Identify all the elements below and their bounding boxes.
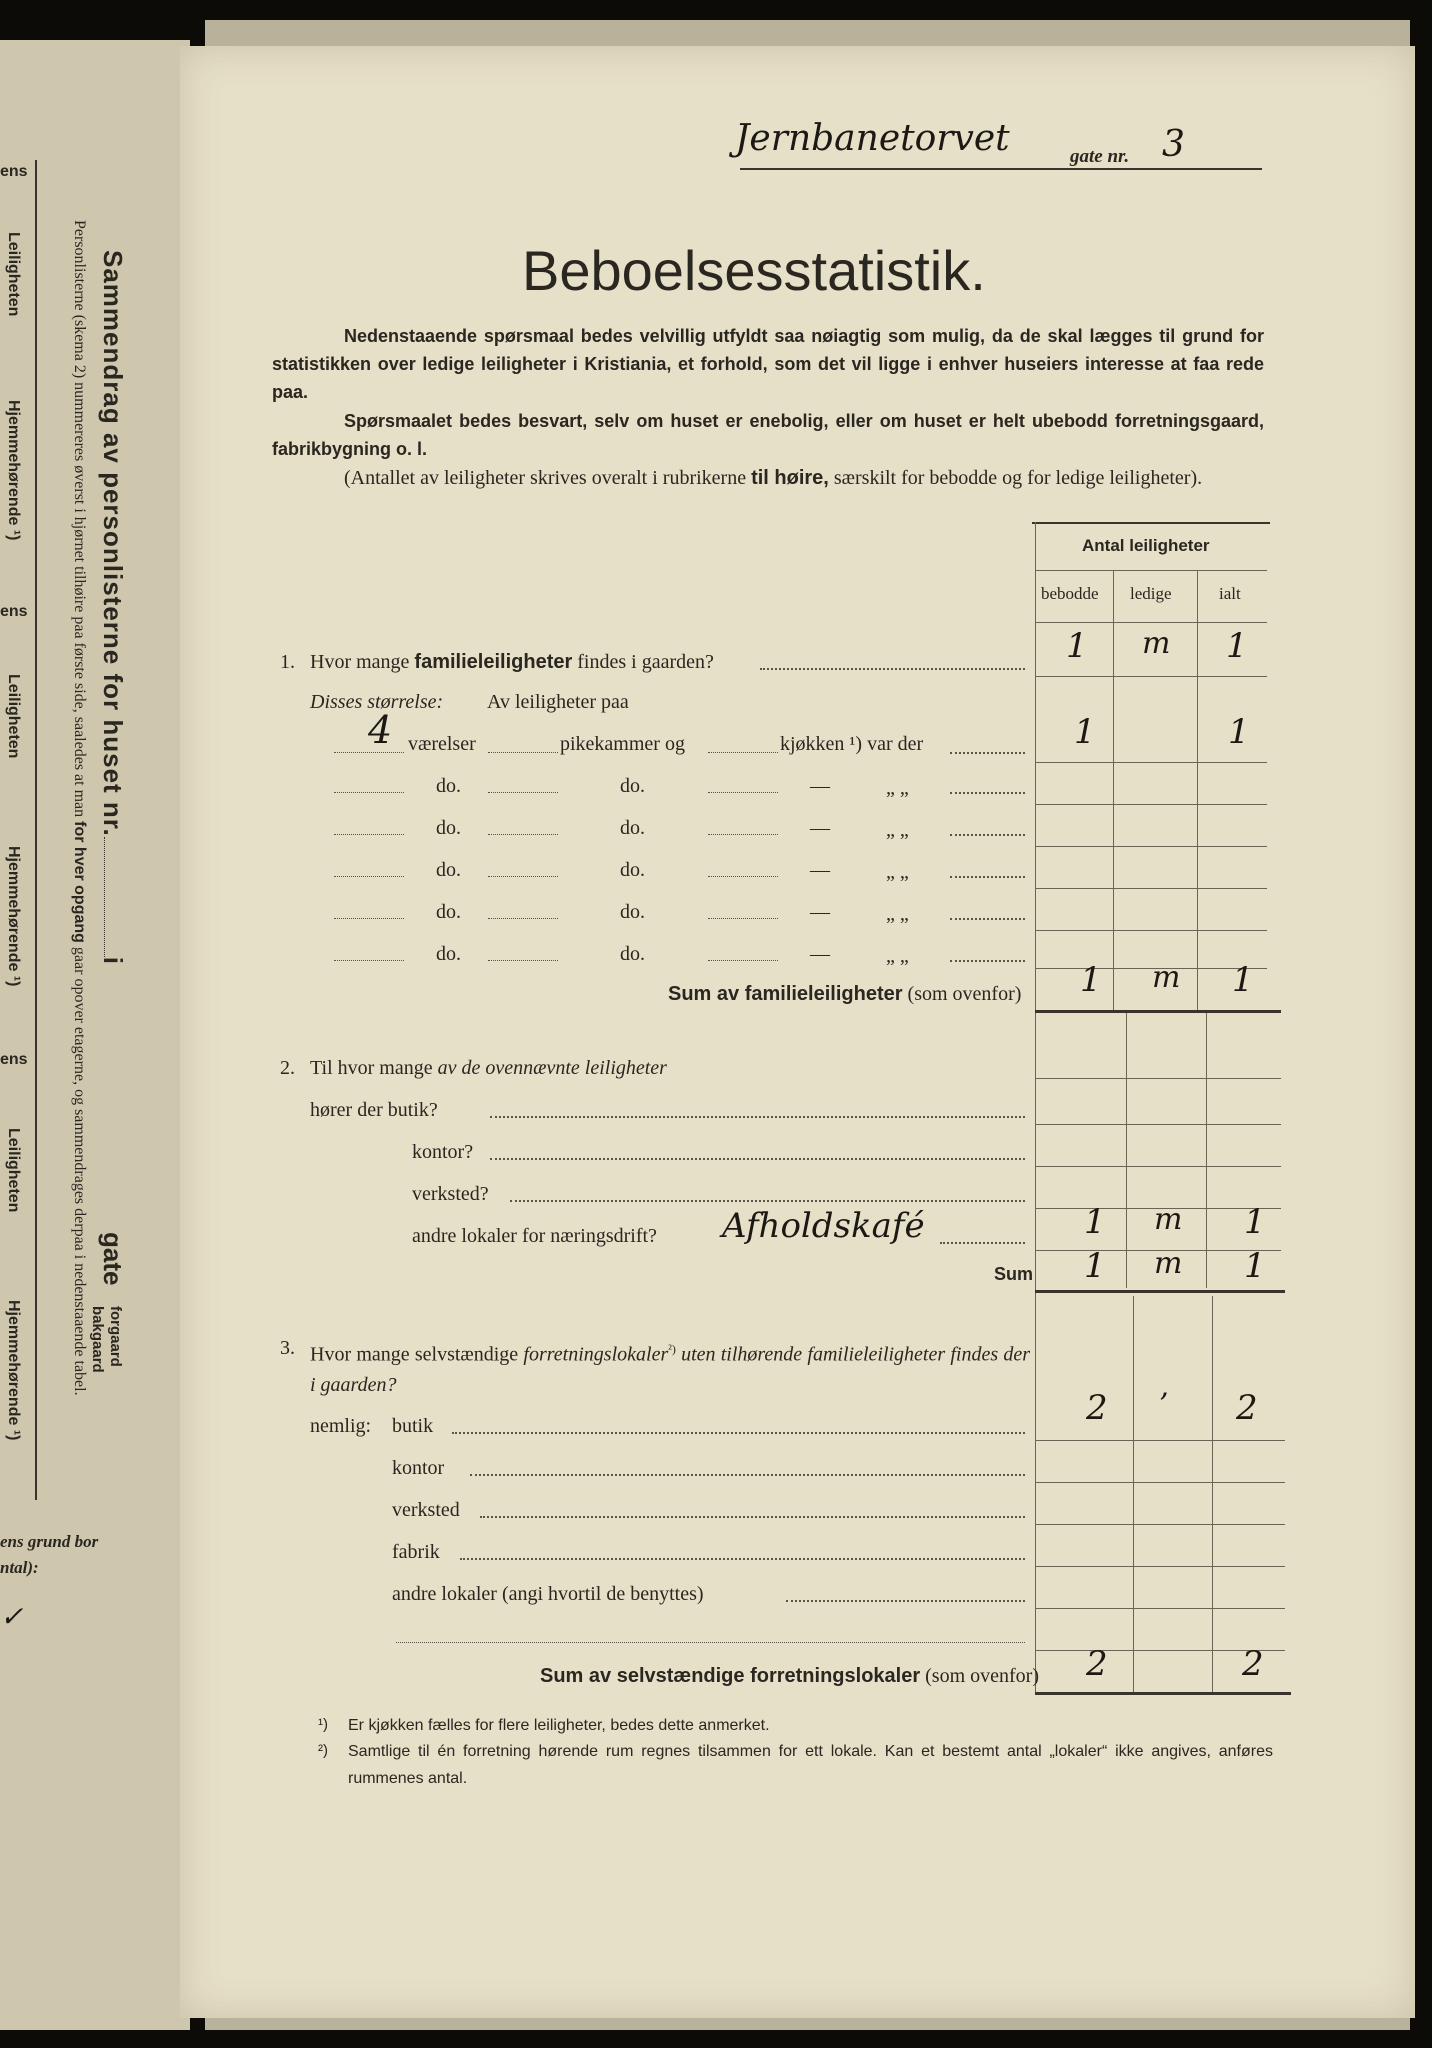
- q2-butik: hører der butik?: [310, 1099, 438, 1121]
- table-header-group: Antal leiligheter: [1082, 536, 1210, 555]
- q3-rule: [1035, 1608, 1285, 1609]
- q3-sum-ialt: 2: [1242, 1644, 1264, 1684]
- col-divider: [1197, 570, 1198, 1010]
- q2-andre-ledige: m: [1154, 1202, 1183, 1237]
- street-handwritten: Jernbanetorvet: [735, 118, 1010, 159]
- q3-sum-bebodde: 2: [1086, 1644, 1108, 1684]
- margin-col-label: Hjemmehørende ¹): [5, 846, 22, 987]
- pikekammer-label: pikekammer og: [560, 733, 685, 755]
- q2-question: Til hvor mange av de ovennævnte leiligheter: [310, 1057, 667, 1079]
- margin-border: [35, 160, 37, 1500]
- q3-verksted: verksted: [392, 1499, 460, 1521]
- margin-handwriting: ✓: [0, 1600, 24, 1633]
- intro-paragraph-1: Nedenstaaende spørsmaal bedes velvillig utfyldt saa nøiagtig som mulig, da de skal lægges til grund for statistikken over ledige leiligheter i Kristiania, et forhold, som det vil ligge i enhver huseiers interesse at faa rede paa.: [272, 326, 1264, 402]
- intro-paragraph-3: (Antallet av leiligheter skrives overalt i rubrikerne til høire, særskilt for bebodde og for ledige leiligheter).: [344, 467, 1203, 489]
- margin-bottom-text: ens grund bor: [0, 1532, 99, 1551]
- margin-instructions: Personlisterne (skema 2) nummereres øverst i hjørnet tilhøire paa første side, saaledes at man for hver opgang gaar opover etagerne, og sammendrages derpaa i nedenstaaende tabel.: [71, 220, 88, 1396]
- q2-rule: [1035, 1166, 1281, 1167]
- q2-andre-bebodde: 1: [1084, 1202, 1106, 1242]
- margin-bottom-text: ntal):: [0, 1558, 39, 1577]
- q1-answer-ialt: 1: [1226, 626, 1248, 666]
- q2-andre-ialt: 1: [1244, 1202, 1266, 1242]
- q3-leader: [480, 1516, 1025, 1518]
- q3-kontor: kontor: [392, 1457, 445, 1479]
- q2-kontor: kontor?: [412, 1141, 474, 1163]
- margin-col-label: ens: [0, 163, 28, 180]
- margin-col-label: Leiligheten: [5, 674, 22, 759]
- q2-andre-handwritten: Afholdskafé: [722, 1206, 925, 1246]
- row1-bebodde: 1: [1074, 712, 1096, 752]
- vaerelser-label: værelser: [408, 733, 476, 755]
- margin-col-label: ens: [0, 603, 28, 620]
- q2-number: 2.: [280, 1057, 295, 1079]
- q3-fabrik: fabrik: [392, 1541, 440, 1563]
- pikekammer-fill: [488, 752, 558, 753]
- rooms-fill: [334, 752, 404, 753]
- margin-col-label: Leiligheten: [5, 232, 22, 317]
- kjokken-label: kjøkken ¹) var der: [780, 733, 924, 755]
- q2-sum-bebodde: 1: [1084, 1246, 1106, 1286]
- col-ialt: ialt: [1219, 584, 1241, 603]
- q1-sum-ialt: 1: [1232, 960, 1254, 1000]
- col-divider: [1212, 1296, 1213, 1694]
- q1-rule: [1035, 676, 1267, 677]
- kjokken-fill: [708, 752, 778, 753]
- intro-paragraph-2: Spørsmaalet bedes besvart, selv om huset er enebolig, eller om huset er helt ubebodd forretningsgaard, fabrikbygning o. l.: [272, 411, 1264, 459]
- table-top-rule: [1032, 522, 1270, 524]
- q2-verksted: verksted?: [412, 1183, 489, 1205]
- q1-sum-bebodde: 1: [1080, 960, 1102, 1000]
- q3-nemlig: nemlig:: [310, 1415, 372, 1437]
- col-divider: [1133, 1296, 1134, 1694]
- col-ledige: ledige: [1130, 584, 1172, 603]
- margin-col-label: ens: [0, 1051, 28, 1068]
- table-header-rule: [1035, 570, 1267, 571]
- q3-butik-ialt: 2: [1236, 1388, 1258, 1428]
- q1-sum-rule: [1035, 1010, 1281, 1013]
- footnote-1: Er kjøkken fælles for flere leiligheter, bedes dette anmerket.: [348, 1717, 770, 1734]
- margin-bakgaard: bakgaard: [89, 1306, 106, 1373]
- margin-title: Sammendrag av personlisterne for huset nr.i: [98, 250, 128, 965]
- house-number-handwritten: 3: [1162, 124, 1185, 165]
- q3-butik-bebodde: 2: [1086, 1388, 1108, 1428]
- q2-sum-label: Sum: [994, 1264, 1034, 1284]
- row1-ialt: 1: [1228, 712, 1250, 752]
- col-divider: [1113, 570, 1114, 1010]
- q2-leader: [490, 1116, 1025, 1118]
- q3-leader: [452, 1432, 1025, 1434]
- q1-number: 1.: [280, 651, 295, 673]
- gate-nr-label: gate nr.: [1070, 146, 1130, 167]
- q1-sizes-text: Av leiligheter paa: [487, 691, 629, 713]
- q1-sum-ledige: m: [1152, 960, 1181, 995]
- q3-sum-rule: [1035, 1692, 1291, 1695]
- footnote-1-mark: ¹): [318, 1716, 328, 1733]
- q3-rule: [1035, 1566, 1285, 1567]
- q3-question: Hvor mange selvstændige forretningslokaler$^{^2)}$ uten tilhørende familieleiligheter findes der i gaarden?: [310, 1342, 1031, 1396]
- rooms-value: 4: [368, 708, 393, 752]
- col-divider: [1035, 522, 1036, 1694]
- q3-rule: [1035, 1524, 1285, 1525]
- q1-answer-ledige: m: [1142, 626, 1171, 661]
- col-divider: [1206, 1012, 1207, 1288]
- margin-col-label: Hjemmehørende ¹): [5, 1300, 22, 1441]
- q1-leader: [760, 668, 1025, 670]
- q3-leader: [460, 1558, 1025, 1560]
- q3-rule: [1035, 1482, 1285, 1483]
- q2-sum-rule: [1035, 1290, 1285, 1293]
- q1-sizes-label: Disses størrelse:: [310, 691, 444, 713]
- q3-andre: andre lokaler (angi hvortil de benyttes): [392, 1583, 704, 1605]
- q3-leader: [470, 1474, 1025, 1476]
- margin-gate-label: gate: [98, 1232, 128, 1286]
- q2-rule: [1035, 1078, 1281, 1079]
- q2-leader: [490, 1158, 1025, 1160]
- q2-rule: [1035, 1124, 1281, 1125]
- margin-forgaard: forgaard: [107, 1306, 124, 1367]
- table-header-bottom: [1035, 622, 1267, 623]
- footnote-2-mark: ²): [318, 1742, 328, 1759]
- row-rule: [1035, 762, 1267, 763]
- q3-sum-label: Sum av selvstændige forretningslokaler (som ovenfor): [540, 1665, 1039, 1687]
- q3-number: 3.: [280, 1337, 295, 1359]
- margin-col-label: Leiligheten: [5, 1128, 22, 1213]
- q2-andre: andre lokaler for næringsdrift?: [412, 1225, 657, 1247]
- q1-sum-label: Sum av familieleiligheter (som ovenfor): [668, 983, 1022, 1005]
- q2-sum-ledige: m: [1154, 1246, 1183, 1281]
- q3-butik: butik: [392, 1415, 434, 1437]
- footnote-2: Samtlige til én forretning hørende rum regnes tilsammen for ett lokale. Kan et bestemt antal „lokaler“ ikke angives, anføres rummenes antal.: [348, 1743, 1273, 1787]
- q2-leader: [940, 1242, 1025, 1244]
- street-line: [740, 168, 1262, 170]
- page-title: Beboelsesstatistik.: [522, 239, 986, 302]
- q1-answer-bebodde: 1: [1066, 626, 1088, 666]
- col-bebodde: bebodde: [1041, 584, 1099, 603]
- q3-butik-ledige: ʼ: [1158, 1388, 1168, 1423]
- margin-col-label: Hjemmehørende ¹): [5, 400, 22, 541]
- underlying-page: [0, 40, 190, 2030]
- q2-sum-ialt: 1: [1244, 1246, 1266, 1286]
- q3-extra-line: [396, 1642, 1025, 1643]
- row-leader: [950, 752, 1025, 754]
- col-divider: [1126, 1012, 1127, 1288]
- q1-question: Hvor mange familieleiligheter findes i gaarden?: [310, 651, 714, 673]
- q2-leader: [510, 1200, 1025, 1202]
- q3-leader: [786, 1600, 1025, 1602]
- q3-rule: [1035, 1440, 1285, 1441]
